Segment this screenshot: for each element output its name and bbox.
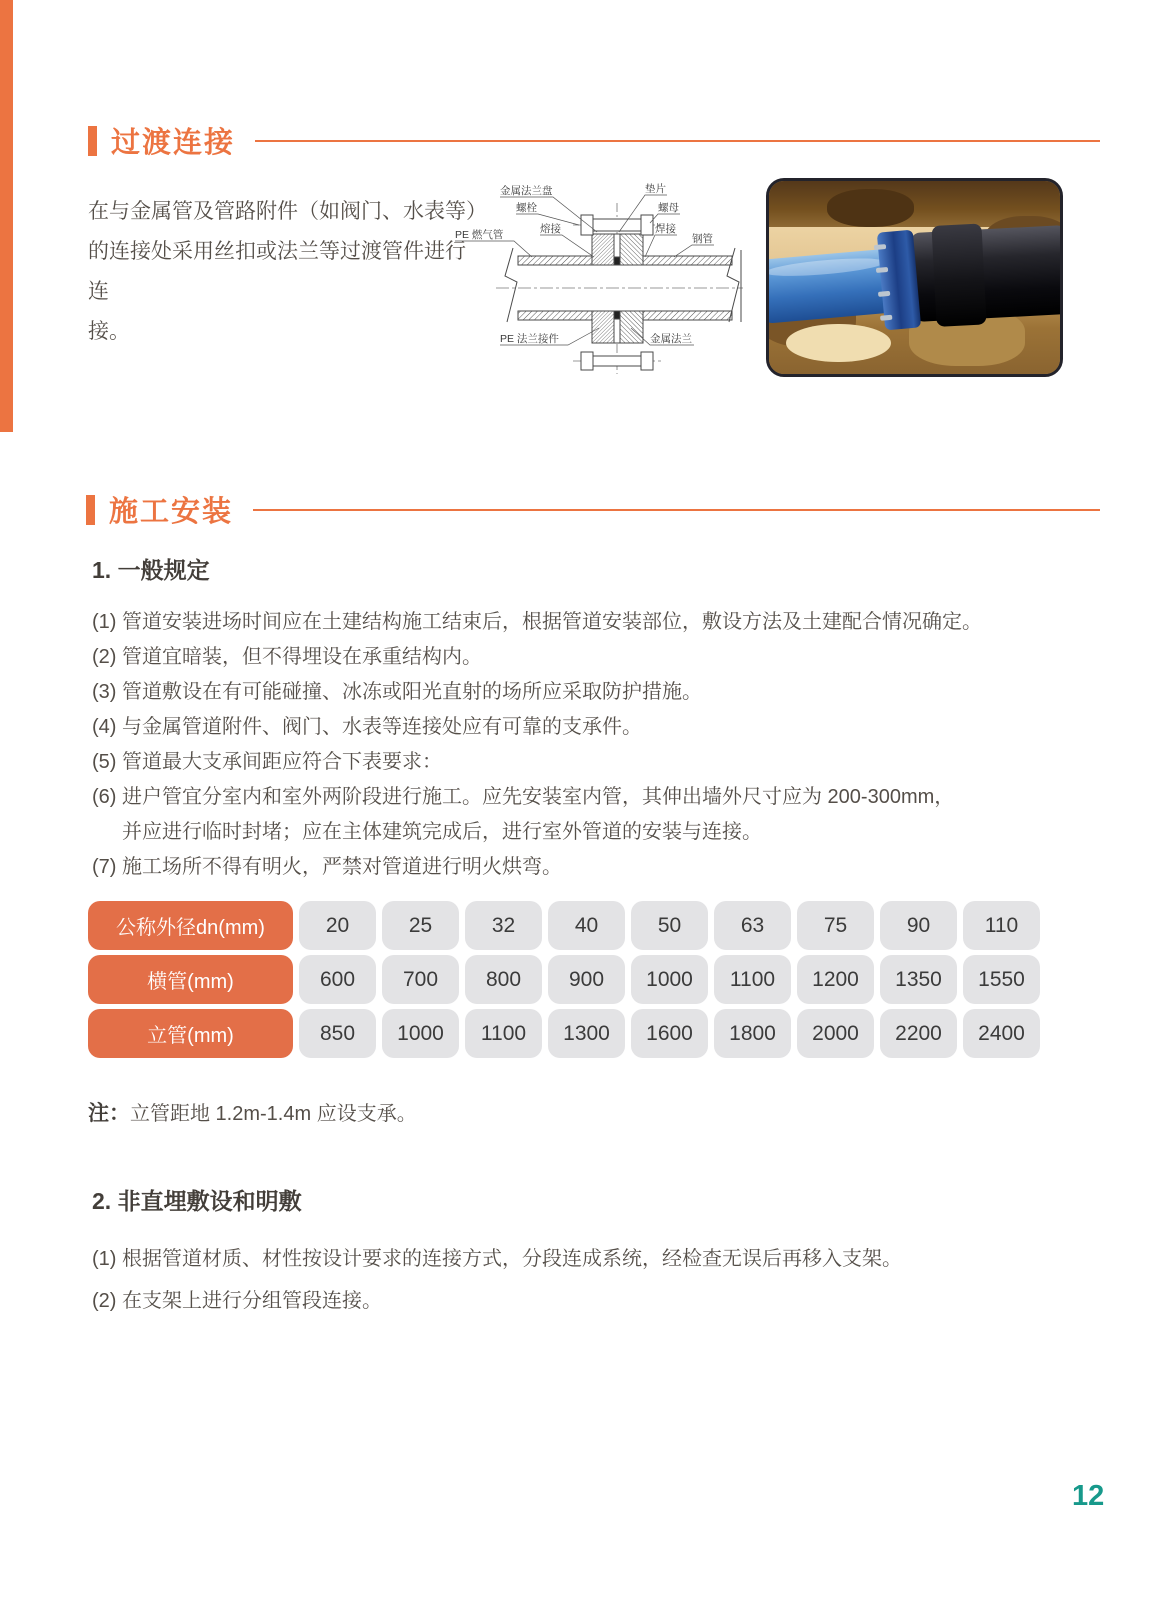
paragraph-line: 在与金属管及管路附件（如阀门、水表等） xyxy=(88,200,487,223)
label-gasket: 垫片 xyxy=(645,183,666,195)
general-rules-list xyxy=(92,605,982,885)
note-label: 注 xyxy=(88,1102,109,1125)
label-metal-flange-disc: 金属法兰盘 xyxy=(500,185,553,197)
page-edge-accent-bar xyxy=(0,0,13,432)
paragraph-line: 的连接处采用丝扣或法兰等过渡管件进行连 xyxy=(88,240,466,303)
flange-connection-diagram xyxy=(452,170,744,375)
table-cell: 1000 xyxy=(631,955,708,1004)
label-bolt: 螺栓 xyxy=(516,202,537,214)
table-row-header: 公称外径dn(mm) xyxy=(88,901,293,950)
list-item: (2) 管道宜暗装，但不得埋设在承重结构内。 xyxy=(92,646,482,668)
label-pe-gas-pipe: PE 燃气管 xyxy=(455,229,504,241)
table-cell: 1300 xyxy=(548,1009,625,1058)
subsection-nonburied-heading: 2. 非直埋敷设和明敷 xyxy=(92,1188,302,1214)
table-cell: 850 xyxy=(299,1009,376,1058)
table-cell: 20 xyxy=(299,901,376,950)
pipe-connection-photo xyxy=(766,178,1063,377)
table-cell: 32 xyxy=(465,901,542,950)
table-cell: 1200 xyxy=(797,955,874,1004)
table-cell: 2400 xyxy=(963,1009,1040,1058)
list-item: (6) 进户管宜分室内和室外两阶段进行施工。应先安装室内管，其伸出墙外尺寸应为 200-300mm， xyxy=(92,786,955,808)
list-item: (3) 管道敷设在有可能碰撞、冰冻或阳光直射的场所应采取防护措施。 xyxy=(92,681,702,703)
photo-dirt-clump xyxy=(827,189,914,228)
table-cell: 1800 xyxy=(714,1009,791,1058)
list-item: (1) 根据管道材质、材性按设计要求的连接方式，分段连成系统，经检查无误后再移入支架。 xyxy=(92,1248,902,1270)
label-metal-flange: 金属法兰 xyxy=(650,333,692,345)
table-row-header: 立管(mm) xyxy=(88,1009,293,1058)
support-spacing-table xyxy=(88,901,1040,1058)
section-accent-bar xyxy=(88,126,97,156)
table-cell: 1100 xyxy=(465,1009,542,1058)
table-cell: 1550 xyxy=(963,955,1040,1004)
table-cell: 900 xyxy=(548,955,625,1004)
table-cell: 90 xyxy=(880,901,957,950)
photo-flange-stud xyxy=(878,291,891,297)
section-title-transition: 过渡连接 xyxy=(111,127,236,159)
photo-flange-stud xyxy=(876,268,889,274)
table-cell: 1000 xyxy=(382,1009,459,1058)
table-cell: 1100 xyxy=(714,955,791,1004)
label-weld: 焊接 xyxy=(655,223,676,235)
nonburied-list xyxy=(92,1238,902,1322)
section-rule-line xyxy=(253,509,1100,511)
subsection-general-rules-heading: 1. 一般规定 xyxy=(92,557,210,583)
photo-flange-stud xyxy=(880,315,893,321)
table-cell: 40 xyxy=(548,901,625,950)
page-number: 12 xyxy=(1072,1480,1105,1512)
list-item: (5) 管道最大支承间距应符合下表要求： xyxy=(92,751,442,773)
table-cell: 600 xyxy=(299,955,376,1004)
section-accent-bar xyxy=(86,495,95,525)
section-title-construction: 施工安装 xyxy=(109,496,234,528)
list-item: (7) 施工场所不得有明火，严禁对管道进行明火烘弯。 xyxy=(92,856,562,878)
list-item: (1) 管道安装进场时间应在土建结构施工结束后，根据管道安装部位，敷设方法及土建配合情况确定。 xyxy=(92,611,982,633)
table-cell: 800 xyxy=(465,955,542,1004)
section-header-construction xyxy=(86,489,1100,530)
photo-pipe-coupler xyxy=(931,223,986,327)
table-cell: 1600 xyxy=(631,1009,708,1058)
table-cell: 75 xyxy=(797,901,874,950)
table-row-header: 横管(mm) xyxy=(88,955,293,1004)
table-cell: 110 xyxy=(963,901,1040,950)
label-fusion-weld: 熔接 xyxy=(540,223,561,235)
note-colon: ： xyxy=(109,1102,130,1125)
label-pe-flange-fitting: PE 法兰接件 xyxy=(500,333,559,345)
photo-flange-stud xyxy=(873,244,886,250)
table-cell: 50 xyxy=(631,901,708,950)
list-item: (2) 在支架上进行分组管段连接。 xyxy=(92,1290,382,1312)
table-cell: 700 xyxy=(382,955,459,1004)
table-cell: 25 xyxy=(382,901,459,950)
section-header-transition xyxy=(88,120,1100,161)
table-cell: 2000 xyxy=(797,1009,874,1058)
note-text: 立管距地 1.2m-1.4m 应设支承。 xyxy=(130,1103,417,1125)
table-cell: 63 xyxy=(714,901,791,950)
paragraph-line: 接。 xyxy=(88,320,130,343)
label-steel-pipe: 钢管 xyxy=(692,233,713,245)
table-cell: 1350 xyxy=(880,955,957,1004)
section-rule-line xyxy=(255,140,1100,142)
label-nut: 螺母 xyxy=(658,202,679,214)
list-item-continuation: 并应进行临时封堵；应在主体建筑完成后，进行室外管道的安装与连接。 xyxy=(122,821,762,843)
photo-black-pipe xyxy=(909,225,1063,322)
table-note xyxy=(88,1097,417,1127)
table-cell: 2200 xyxy=(880,1009,957,1058)
list-item: (4) 与金属管道附件、阀门、水表等连接处应有可靠的支承件。 xyxy=(92,716,642,738)
